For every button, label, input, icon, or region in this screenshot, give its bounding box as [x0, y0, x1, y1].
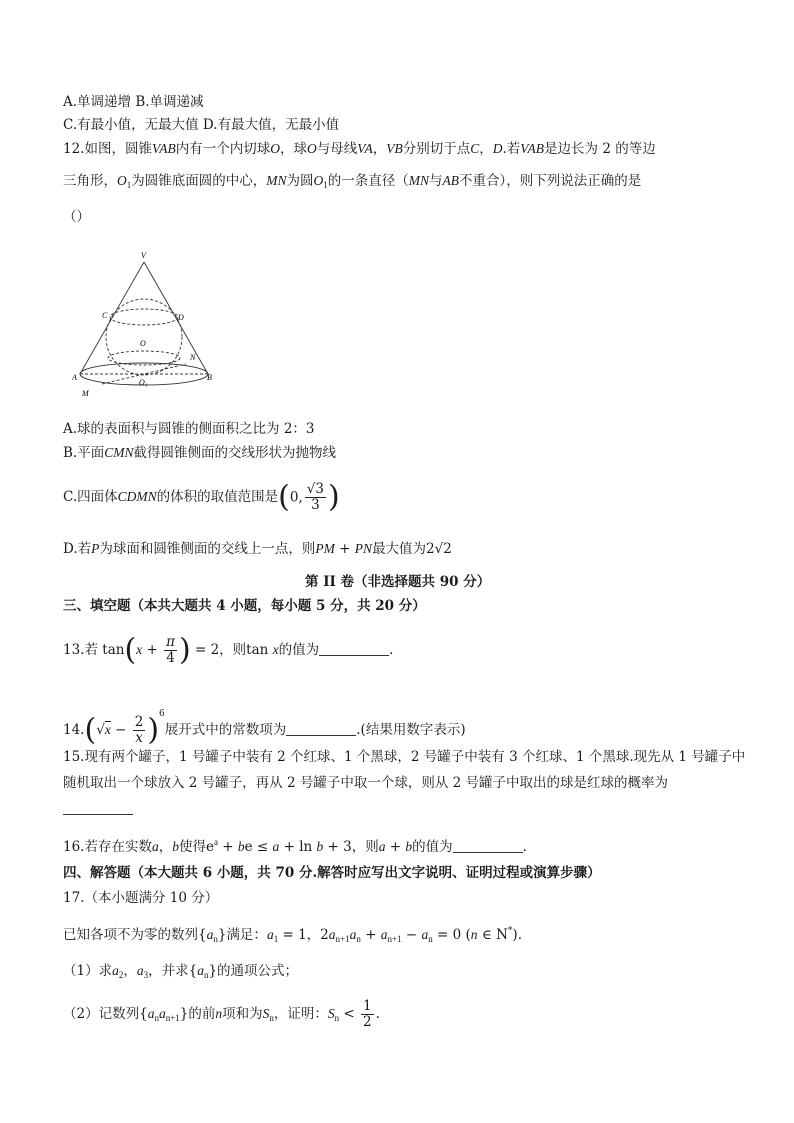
q15-blank	[63, 800, 133, 818]
q17-header: 17.（本小题满分 10 分）	[63, 890, 219, 906]
section-4-title: 四、解答题（本大题共 6 小题，共 70 分.解答时应写出文字说明、证明过程或演算步骤）	[63, 865, 601, 881]
q12-option-b: B.平面CMN截得圆锥侧面的交线形状为抛物线	[63, 445, 336, 461]
figure-label-b: B	[207, 373, 212, 382]
q12-option-c: C.四面体CDMN的体积的取值范围是(0, $\frac{√3}{3}$ )	[63, 479, 340, 515]
figure-label-o: O	[140, 339, 146, 348]
figure-label-d: D	[178, 313, 184, 322]
q12-option-a: A.球的表面积与圆锥的侧面积之比为 2：3	[63, 421, 315, 437]
cone-figure	[72, 244, 232, 404]
q15-line2: 随机取出一个球放入 2 号罐子，再从 2 号罐子中取一个球，则从 2 号罐子中取出的球是红球的概率为	[63, 775, 669, 791]
q14: 14.(√x − $\frac{2}{x}$ )$^6$展开式中的常数项为 .(结果用数字表示)	[63, 709, 466, 748]
q16: 16.若存在实数a，b使得$e^a$ + be ≤ a + ln b + 3，则a + b的值为 .	[63, 837, 527, 855]
section-3-title: 三、填空题（本共大题共 4 小题，每小题 5 分，共 20 分）	[63, 598, 426, 614]
q12-option-d: D.若P为球面和圆锥侧面的交线上一点，则PM + PN最大值为2√2	[63, 541, 452, 557]
figure-label-m: M	[82, 389, 89, 398]
figure-label-a: A	[72, 373, 77, 382]
q11-options-ab: A.单调递增 B.单调递减	[63, 94, 204, 110]
figure-label-c: C	[102, 311, 108, 320]
q11-options-cd: C.有最小值，无最大值 D.有最大值，无最小值	[63, 117, 340, 133]
q17-part2: （2）记数列$\{a_na_{n+1}\}$的前n项和为$S_n$，证明：$S_n$ < $\frac{1}{2}$ .	[63, 998, 380, 1030]
figure-label-v: V	[141, 251, 146, 260]
q12-answer-paren: （）	[63, 209, 90, 225]
figure-label-n: N	[190, 353, 196, 362]
q13: 13.若 tan(x + $\frac{\pi}{4}$ ) = 2，则tan x的值为 .	[63, 632, 394, 668]
q12-stem-line1: 12.如图，圆锥VAB内有一个内切球O，球O与母线VA，VB分别切于点C，D.若VAB是边长为 2 的等边	[63, 141, 656, 157]
q17-part1: （1）求$a_2$，$a_3$，并求$\{a_n\}$的通项公式；	[63, 963, 299, 980]
figure-label-o1: O₁	[139, 378, 148, 387]
q15-line1: 15.现有两个罐子，1 号罐子中装有 2 个红球、1 个黑球，2 号罐子中装有 3 个红球、1 个黑球.现先从 1 号罐子中	[63, 749, 746, 765]
section-ii-title: 第 II 卷（非选择题共 90 分）	[305, 574, 491, 590]
q12-stem-line2: 三角形，$O_1$为圆锥底面圆的中心，MN为圆$O_1$的一条直径（MN与AB不重合），则下列说法正确的是	[63, 173, 642, 190]
q17-stem: 已知各项不为零的数列$\{a_n\}$满足：$a_1 = 1$，$2a_{n+1}a_n + a_{n+1} - a_n = 0$ (n ∈ N*).	[63, 926, 522, 944]
